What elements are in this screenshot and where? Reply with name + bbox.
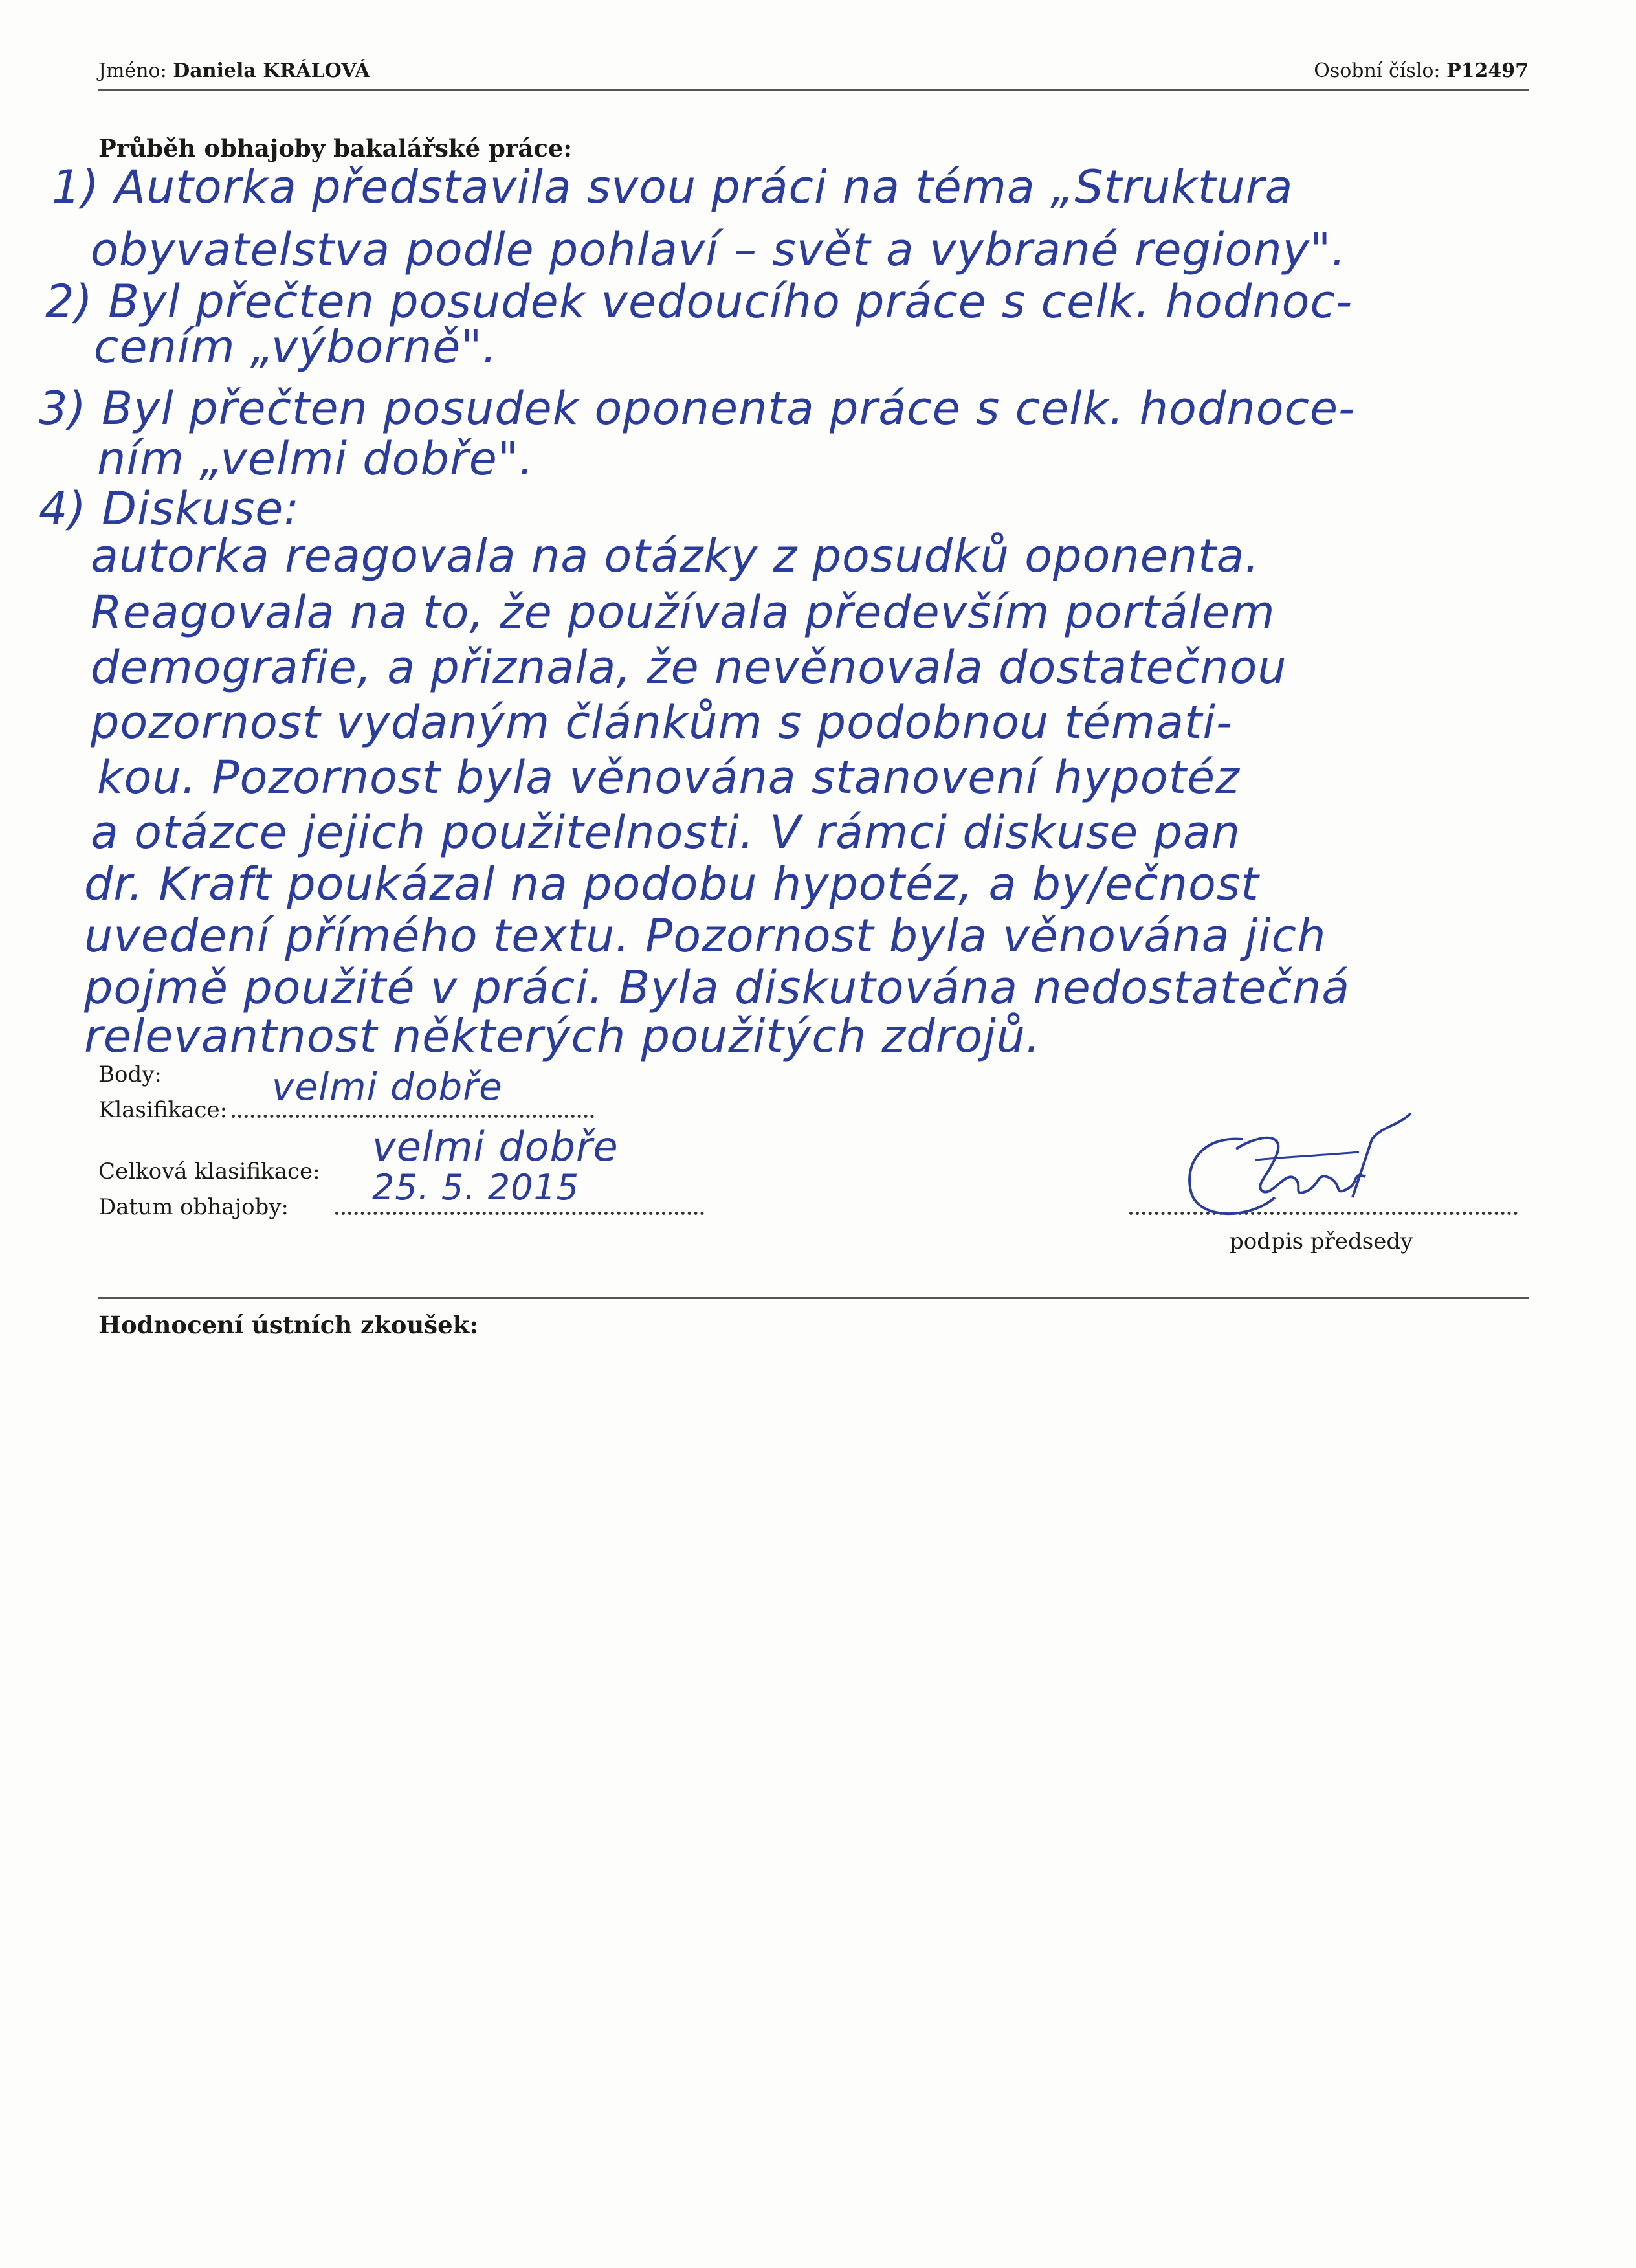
classification-dotted-line [232,1115,594,1118]
note-line: Reagovala na to, že používala především portálem [91,586,1276,639]
note-line: ním „velmi dobře". [97,432,535,485]
note-line: demografie, a přiznala, že nevěnovala dostatečnou [91,641,1287,694]
section-rule [98,1297,1529,1299]
defense-title: Průběh obhajoby bakalářské práce: [98,134,573,162]
student-id: P12497 [1446,60,1529,82]
note-line: 2) Byl přečten posudek vedoucího práce s celk. hodnoc- [45,275,1353,328]
date-dotted-line [335,1212,704,1215]
student-name: Daniela KRÁLOVÁ [173,60,370,82]
note-line: autorka reagovala na otázky z posudků oponenta. [91,529,1260,583]
note-line: 4) Diskuse: [39,482,300,535]
header-rule [98,89,1529,91]
note-line: 3) Byl přečten posudek oponenta práce s celk. hodnoce- [39,382,1356,435]
note-line: dr. Kraft poukázal na podobu hypotéz, a by/ečnost [84,858,1259,911]
overall-classification-label: Celková klasifikace: [98,1159,320,1184]
note-line: a otázce jejich použitelnosti. V rámci diskuse pan [91,806,1241,859]
points-label: Body: [98,1062,162,1087]
classification-value: velmi dobře [272,1065,503,1109]
chairman-signature-icon [1158,1100,1469,1230]
note-line: obyvatelstva podle pohlaví – svět a vybrané regiony". [91,223,1347,276]
note-line: pozornost vydaným článkům s podobnou témati- [91,696,1233,749]
oral-exams-title: Hodnocení ústních zkoušek: [98,1311,478,1339]
note-line: relevantnost některých použitých zdrojů. [84,1010,1041,1063]
note-line: uvedení přímého textu. Pozornost byla věnována jich [84,909,1327,962]
signature-caption: podpis předsedy [1230,1228,1413,1254]
id-label: Osobní číslo: [1314,60,1441,82]
note-line: cením „výborně". [94,320,498,373]
note-line: pojmě použité v práci. Byla diskutována nedostatečná [84,961,1351,1014]
note-line: kou. Pozornost byla věnována stanovení hypotéz [97,751,1240,804]
note-line: 1) Autorka představila svou práci na téma „Struktura [52,161,1294,214]
date-label: Datum obhajoby: [98,1194,289,1220]
id-field [1314,60,1529,82]
overall-classification-value: velmi dobře [372,1123,619,1170]
classification-label: Klasifikace: [98,1097,228,1123]
date-value: 25. 5. 2015 [372,1167,580,1208]
name-field [98,60,370,82]
name-label: Jméno: [98,60,167,82]
